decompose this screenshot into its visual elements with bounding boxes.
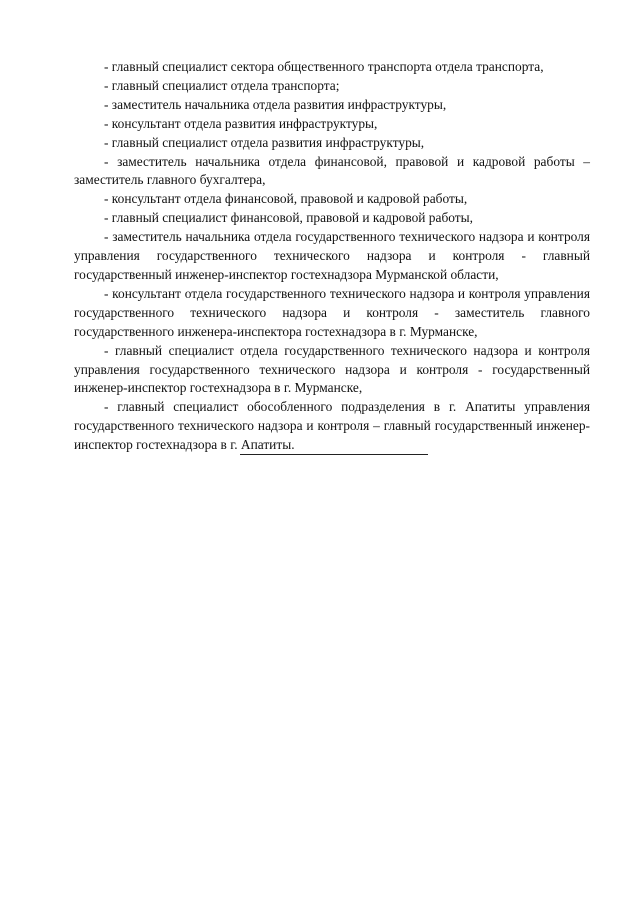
- list-item: - заместитель начальника отдела финансовой, правовой и кадровой работы – заместитель главного бухгалтера,: [74, 153, 590, 188]
- end-divider: [240, 454, 428, 455]
- list-item: - консультант отдела государственного технического надзора и контроля управления государственного технического надзора и контроля - заместитель главного государственного инженера-инспектора гостехнадзора в г. Мурманске,: [74, 285, 590, 339]
- list-item: - заместитель начальника отдела государственного технического надзора и контроля управления государственного технического надзора и контроля - главный государственный инженер-инспектор гостехнадзора Мурманской области,: [74, 229, 590, 282]
- list-item: - главный специалист отдела государственного технического надзора и контроля управления государственного технического надзора и контроля - государственный инженер-инспектор гостехнадзора в г. Мурманске,: [74, 342, 590, 396]
- position-list: [74, 58, 590, 455]
- list-item: - консультант отдела развития инфраструктуры,: [104, 115, 378, 131]
- list-item: - главный специалист отдела транспорта;: [104, 77, 340, 93]
- list-item: - главный специалист отдела развития инфраструктуры,: [104, 134, 425, 150]
- list-item: - главный специалист сектора общественного транспорта отдела транспорта,: [104, 59, 544, 74]
- list-item: - главный специалист обособленного подразделения в г. Апатиты управления государственного технического надзора и контроля – главный государственный инженер-инспектор гостехнадзора в г. Апатиты.: [74, 399, 590, 453]
- list-item: - заместитель начальника отдела развития инфраструктуры,: [104, 96, 447, 112]
- list-item: - главный специалист финансовой, правовой и кадровой работы,: [104, 210, 473, 226]
- list-item: - консультант отдела финансовой, правовой и кадровой работы,: [104, 191, 468, 207]
